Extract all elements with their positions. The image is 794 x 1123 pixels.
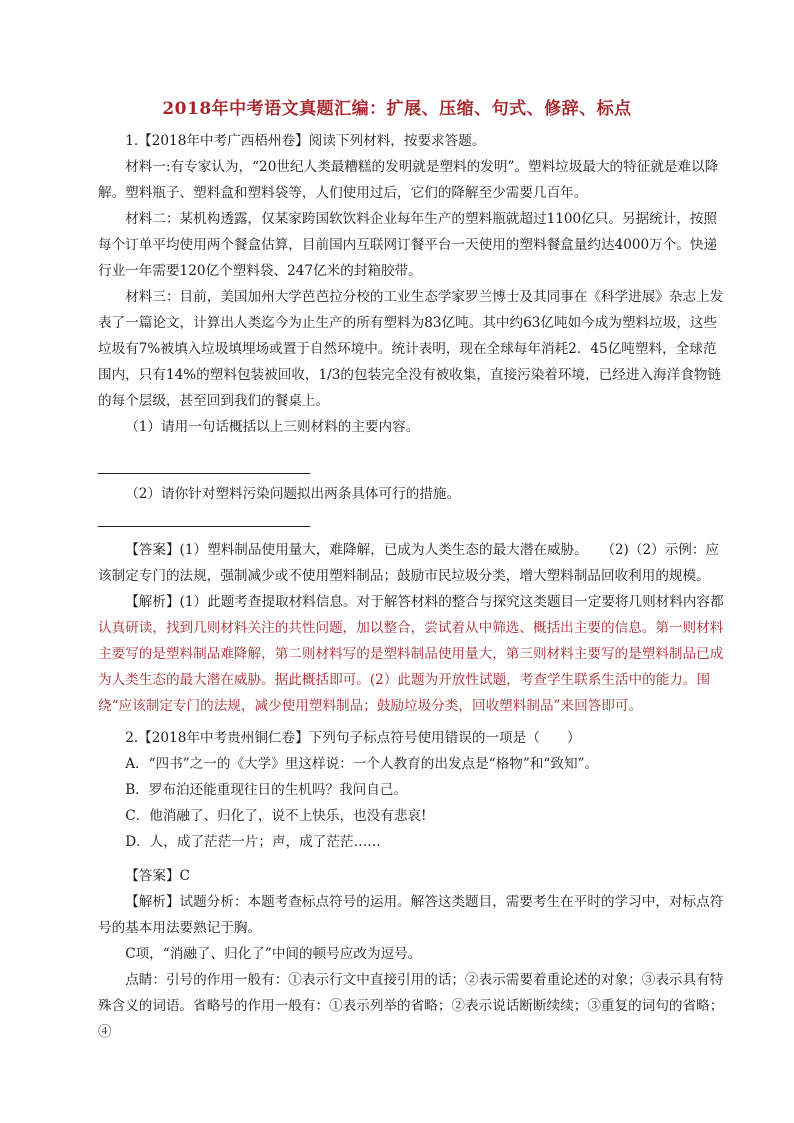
question-1 xyxy=(98,128,728,440)
question-1-analysis-body: 认真研读，找到几则材料关注的共性问题，加以整合，尝试着从中筛选、概括出主要的信息。第一则材料主要写的是塑料制品难降解，第二则材料写的是塑料制品使用量大，第三则材料主要写的是塑料制品已成为人类生态的最大潜在威胁。据此概括即可。(2）此题为开放性试题，考查学生联系生活中的能力。围绕“应该制定专门的法规，减少使用塑料制品；鼓励垃圾分类，回收塑料制品”来回答即可。 xyxy=(98,620,724,714)
option-c-note: C项，“消融了、归化了”中间的顿号应改为逗号。 xyxy=(125,946,422,962)
question-1-answer: 【答案】(1）塑料制品使用量大，难降解，已成为人类生态的最大潜在威胁。 （2)（2）示例：应该制定专门的法规，强制减少或不使用塑料制品；鼓励市民垃圾分类，增大塑料制品回收利用的规模。 xyxy=(98,542,720,584)
sub-question-1: （1）请用一句话概括以上三则材料的主要内容。 xyxy=(125,419,420,435)
question-2-header: 2.【2018年中考贵州铜仁卷】下列句子标点符号使用错误的一项是（ ） xyxy=(125,730,581,746)
material-3: 材料三：目前，美国加州大学芭芭拉分校的工业生态学家罗兰博士及其同事在《科学进展》杂志上发表了一篇论文，计算出人类迄今为止生产的所有塑料为83亿吨。其中约63亿吨如今成为塑料垃圾，这些垃圾有7%被填入垃圾填埋场或置于自然环境中。统计表明，现在全球每年消耗2．45亿吨塑料，全球范围内，只有14%的塑料包装被回收，1/3的包装完全没有被收集，直接污染着环境，已经进入海洋食物链的每个层级，甚至回到我们的餐桌上。 xyxy=(98,289,724,409)
answer-line-2 xyxy=(98,526,310,527)
option-d: D．人，成了茫茫一片；声，成了茫茫…… xyxy=(125,834,381,850)
question-1-solution xyxy=(98,537,728,719)
option-b: B．罗布泊还能重现往日的生机吗？我问自己。 xyxy=(125,782,408,798)
question-2-tip: 点睛：引号的作用一般有：①表示行文中直接引用的话；②表示需要着重论述的对象；③表示具有特殊含义的词语。省略号的作用一般有：①表示列举的省略；②表示说话断断续续；③重复的词句的省略；④ xyxy=(98,972,724,1040)
question-2-answer: 【答案】C xyxy=(125,868,190,884)
question-2 xyxy=(98,725,728,1045)
option-a: A．“四书”之一的《大学》里这样说：一个人教育的出发点是“格物”和“致知”。 xyxy=(125,756,599,772)
question-2-analysis: 【解析】试题分析：本题考查标点符号的运用。解答这类题目，需要考生在平时的学习中，对标点符号的基本用法要熟记于胸。 xyxy=(98,894,724,936)
material-1: 材料一:有专家认为，“20世纪人类最糟糕的发明就是塑料的发明”。塑料垃圾最大的特征就是难以降解。塑料瓶子、塑料盒和塑料袋等，人们使用过后，它们的降解至少需要几百年。 xyxy=(98,159,719,201)
option-c: C．他消融了、归化了，说不上快乐，也没有悲哀! xyxy=(125,808,427,824)
question-1-analysis-lead: 【解析】(1）此题考查提取材料信息。对于解答材料的整合与探究这类题目一定要将几则材料内容都 xyxy=(125,594,724,610)
material-2: 材料二：某机构透露，仅某家跨国软饮料企业每年生产的塑料瓶就超过1100亿只。另据统计，按照每个订单平均使用两个餐盒估算，目前国内互联网订餐平台一天使用的塑料餐盒量约达4000万个。快递行业一年需要120亿个塑料袋、247亿米的封箱胶带。 xyxy=(98,211,718,279)
sub-question-2-block xyxy=(98,481,728,507)
question-1-header: 1.【2018年中考广西梧州卷】阅读下列材料，按要求答题。 xyxy=(125,133,486,149)
page-title: 2018年中考语文真题汇编：扩展、压缩、句式、修辞、标点 xyxy=(162,99,632,119)
answer-line-1 xyxy=(98,473,310,474)
sub-question-2: （2）请你针对塑料污染问题拟出两条具体可行的措施。 xyxy=(125,486,461,502)
